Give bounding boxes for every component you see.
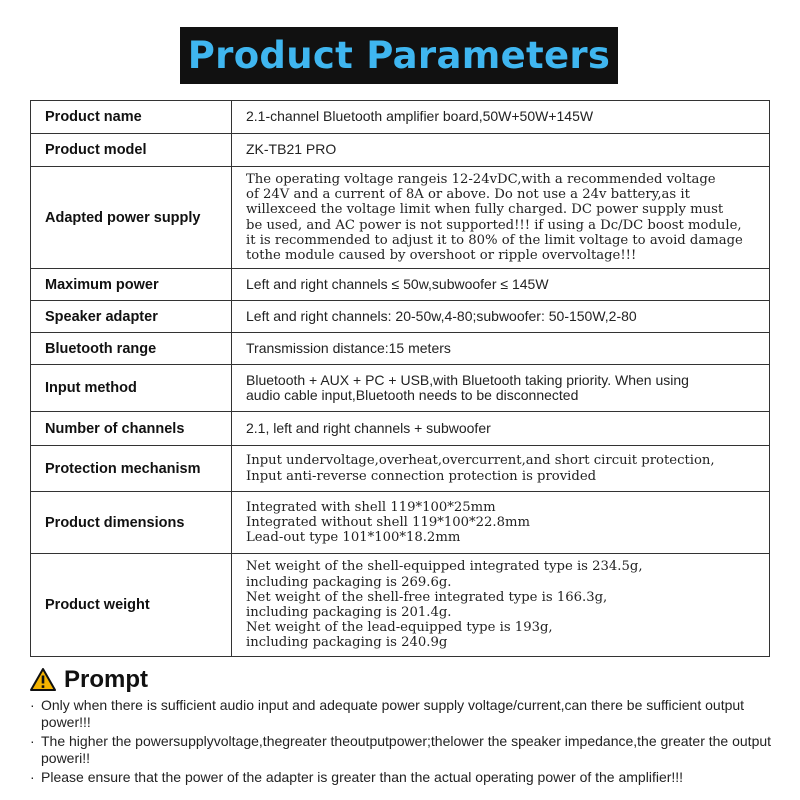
- table-row: [31, 269, 770, 301]
- page-title: Product Parameters: [187, 34, 611, 77]
- row-label: Product weight: [31, 554, 232, 657]
- row-label: Protection mechanism: [31, 446, 232, 492]
- table-row: [31, 301, 770, 333]
- row-value: Integrated with shell 119*100*25mm Integrated without shell 119*100*22.8mm Lead-out type 101*100*18.2mm: [232, 492, 770, 554]
- note-text: Only when there is sufficient audio input and adequate power supply voltage/current,can there be sufficient output power!!!: [41, 697, 745, 730]
- row-label: Bluetooth range: [31, 333, 232, 365]
- row-label: Product model: [31, 134, 232, 167]
- row-value: 2.1-channel Bluetooth amplifier board,50W+50W+145W: [232, 101, 770, 134]
- title-banner: [180, 27, 618, 84]
- row-value: 2.1, left and right channels + subwoofer: [232, 412, 770, 446]
- note-text: Please ensure that the power of the adapter is greater than the actual operating power of the amplifier!!!: [41, 769, 684, 785]
- note-text: The higher the powersupplyvoltage,thegreater theoutputpower;thelower the speaker impedance,the greater the output poweri!!: [41, 733, 772, 766]
- row-value: Transmission distance:15 meters: [232, 333, 770, 365]
- warning-icon: [30, 667, 56, 693]
- table-row: [31, 101, 770, 134]
- row-value: Bluetooth + AUX + PC + USB,with Bluetooth taking priority. When using audio cable input,Bluetooth needs to be disconnected: [232, 365, 770, 412]
- row-value: Left and right channels ≤ 50w,subwoofer ≤ 145W: [232, 269, 770, 301]
- table-row: [31, 412, 770, 446]
- row-label: Number of channels: [31, 412, 232, 446]
- bullet: ·: [30, 769, 35, 785]
- row-value: The operating voltage rangeis 12-24vDC,with a recommended voltage of 24V and a current of 8A or above. Do not use a 24v battery,as it willexceed the voltage limit when fully charged. DC power supply must be used, and AC power is not supported!!! if using a Dc/DC boost module, it is recommended to adjust it to 80% of the limit voltage to avoid damage tothe module caused by overshoot or ripple overvoltage!!!: [232, 167, 770, 269]
- row-value: Input undervoltage,overheat,overcurrent,and short circuit protection, Input anti-reverse connection protection is provided: [232, 446, 770, 492]
- row-value: ZK-TB21 PRO: [232, 134, 770, 167]
- table-row: [31, 333, 770, 365]
- list-item: [30, 697, 780, 731]
- table-row: [31, 365, 770, 412]
- row-label: Maximum power: [31, 269, 232, 301]
- list-item: [30, 769, 780, 786]
- list-item: [30, 733, 780, 767]
- prompt-notes: [30, 697, 780, 788]
- row-label: Adapted power supply: [31, 167, 232, 269]
- table-row: [31, 492, 770, 554]
- parameters-table: [30, 100, 770, 657]
- table-row: [31, 167, 770, 269]
- row-value: Net weight of the shell-equipped integrated type is 234.5g, including packaging is 269.6g. Net weight of the shell-free integrated type is 166.3g, including packaging is 201.4g. Net weight of the lead-equipped type is 193g, including packaging is 240.9g: [232, 554, 770, 657]
- prompt-heading: [30, 666, 148, 694]
- table-row: [31, 554, 770, 657]
- row-label: Product dimensions: [31, 492, 232, 554]
- row-label: Input method: [31, 365, 232, 412]
- row-value: Left and right channels: 20-50w,4-80;subwoofer: 50-150W,2-80: [232, 301, 770, 333]
- row-label: Speaker adapter: [31, 301, 232, 333]
- bullet: ·: [30, 697, 35, 713]
- row-label: Product name: [31, 101, 232, 134]
- table-row: [31, 134, 770, 167]
- table-row: [31, 446, 770, 492]
- bullet: ·: [30, 733, 35, 749]
- prompt-title: Prompt: [64, 666, 148, 693]
